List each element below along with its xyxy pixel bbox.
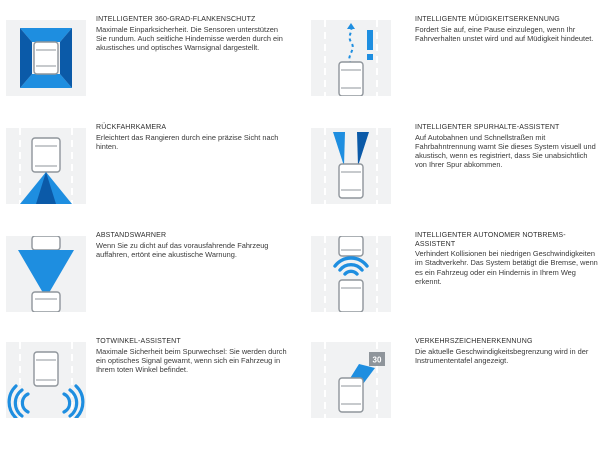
feature-rear-camera bbox=[0, 122, 290, 222]
feature-title: INTELLIGENTE MÜDIGKEITSERKENNUNG bbox=[415, 16, 560, 23]
feature-title: VERKEHRSZEICHENERKENNUNG bbox=[415, 338, 533, 345]
feature-distance-warner bbox=[0, 230, 290, 330]
feature-traffic-sign bbox=[305, 336, 595, 436]
speed-limit-value: 30 bbox=[372, 355, 382, 365]
feature-description: Erleichtert das Rangieren durch eine präzise Sicht nach hinten. bbox=[96, 132, 279, 151]
lane-keep-icon bbox=[311, 128, 391, 204]
feature-description: Verhindert Kollisionen bei niedrigen Geschwindigkeiten im Stadtverkehr. Das System betätigt die Bremse, wenn es ein Fahrzeug oder ein Hindernis in Ihrem Weg erkennt. bbox=[415, 249, 598, 286]
emergency-brake-icon bbox=[311, 236, 391, 312]
feature-description: Maximale Einparksicherheit. Die Sensoren unterstützen Sie rundum. Auch seitliche Hindernisse werden durch ein akustisches und optisches Warnsignal dargestellt. bbox=[96, 24, 283, 52]
feature-blind-spot bbox=[0, 336, 290, 436]
360-degree-view-icon bbox=[6, 20, 86, 96]
feature-description: Wenn Sie zu dicht auf das vorausfahrende Fahrzeug auffahren, ertönt eine akustische Warnung. bbox=[96, 240, 269, 259]
feature-lane-keep bbox=[305, 122, 595, 222]
feature-title: INTELLIGENTER AUTONOMER NOTBREMS-ASSISTENT bbox=[415, 232, 566, 248]
feature-title: INTELLIGENTER 360-GRAD-FLANKENSCHUTZ bbox=[96, 16, 256, 23]
traffic-sign-icon bbox=[311, 342, 391, 418]
feature-description: Auf Autobahnen und Schnellstraßen mit Fahrbahntrennung warnt Sie dieses System visuell und akustisch, wenn es registriert, dass Sie unabsichtlich von Ihrer Spur abkommen. bbox=[415, 132, 596, 170]
feature-title: RÜCKFAHRKAMERA bbox=[96, 124, 167, 131]
feature-emergency-brake bbox=[305, 230, 598, 330]
feature-description: Die aktuelle Geschwindigkeitsbegrenzung wird in der Instrumententafel angezeigt. bbox=[415, 346, 589, 365]
blind-spot-icon bbox=[6, 342, 86, 418]
feature-title: TOTWINKEL-ASSISTENT bbox=[96, 338, 181, 345]
feature-description: Maximale Sicherheit beim Spurwechsel: Sie werden durch ein optisches Signal gewarnt, wenn sich ein Fahrzeug in Ihrem toten Winkel befindet. bbox=[96, 346, 287, 374]
fatigue-alert-icon bbox=[311, 20, 391, 96]
feature-title: INTELLIGENTER SPURHALTE-ASSISTENT bbox=[415, 124, 560, 131]
feature-title: ABSTANDSWARNER bbox=[96, 232, 167, 239]
distance-warner-icon bbox=[6, 236, 86, 312]
rear-camera-icon bbox=[6, 128, 86, 204]
feature-fatigue-alert bbox=[305, 14, 595, 114]
feature-360-view bbox=[0, 14, 290, 114]
feature-description: Fordert Sie auf, eine Pause einzulegen, wenn Ihr Fahrverhalten unstet wird und auf Müdigkeit hindeutet. bbox=[415, 24, 594, 43]
